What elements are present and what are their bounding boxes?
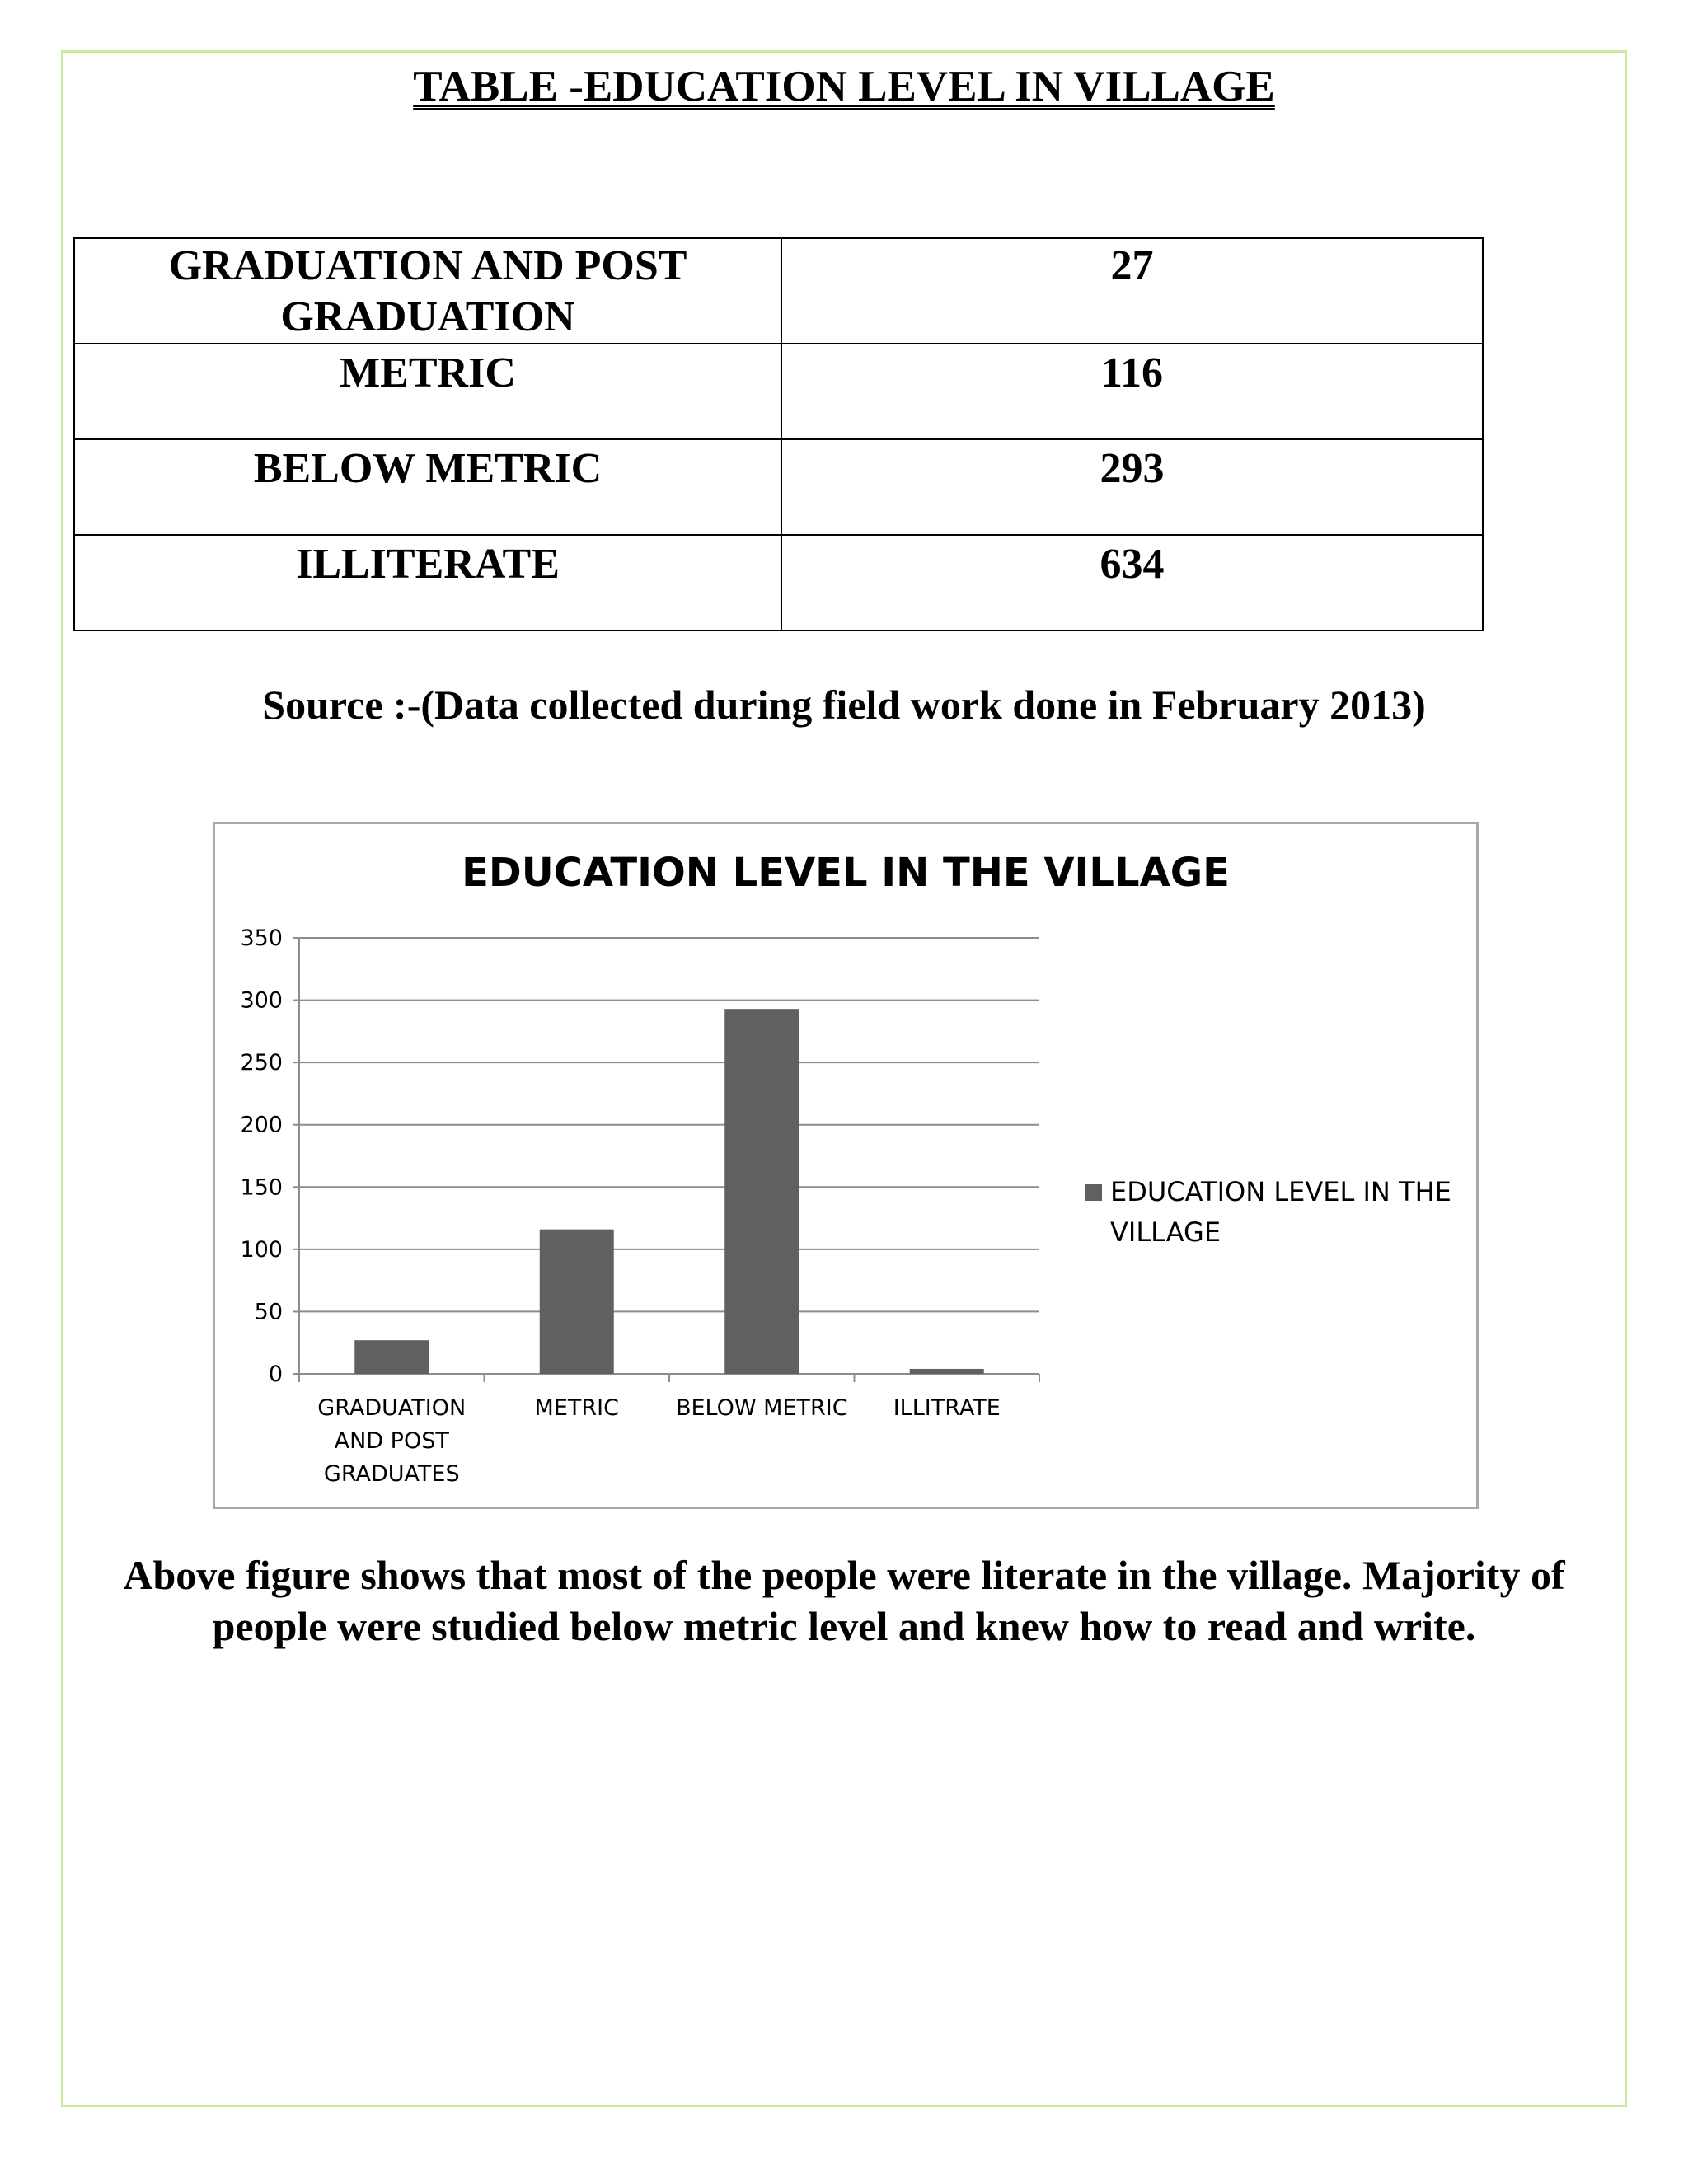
- table-label-line: GRADUATION AND POST: [168, 242, 687, 289]
- table-row: [74, 344, 1483, 439]
- table-cell-value: 293: [781, 439, 1483, 535]
- legend-label: EDUCATION LEVEL IN THE: [1110, 1176, 1451, 1207]
- table-row: [74, 535, 1483, 630]
- y-tick-label: 100: [240, 1236, 283, 1263]
- document-title: [0, 59, 1688, 114]
- source-note: Source :-(Data collected during field work done in February 2013): [262, 682, 1426, 728]
- bar: [540, 1230, 614, 1374]
- education-table: [73, 237, 1484, 631]
- y-tick-label: 250: [240, 1050, 283, 1076]
- table-cell-label: METRIC: [74, 344, 781, 439]
- table-cell-value: 116: [781, 344, 1483, 439]
- x-tick-label: BELOW METRIC: [675, 1395, 848, 1421]
- x-tick-label: METRIC: [534, 1395, 619, 1421]
- bar: [910, 1369, 984, 1374]
- y-tick-label: 350: [240, 926, 283, 951]
- x-tick-label: AND POST: [334, 1428, 449, 1454]
- table-cell-value: 634: [781, 535, 1483, 630]
- bar-chart: [213, 822, 1479, 1509]
- chart-title: EDUCATION LEVEL IN THE VILLAGE: [462, 850, 1230, 896]
- legend-label: VILLAGE: [1110, 1216, 1221, 1248]
- table-label-line: GRADUATION: [280, 293, 575, 340]
- table-cell-value: 27: [781, 238, 1483, 344]
- document-title-text: TABLE -EDUCATION LEVEL IN VILLAGE: [413, 63, 1275, 110]
- bar: [354, 1340, 429, 1374]
- table-cell-label: [74, 238, 781, 344]
- x-tick-label: ILLITRATE: [893, 1395, 1001, 1421]
- y-tick-label: 150: [240, 1174, 283, 1201]
- bar-chart-svg: [215, 824, 1476, 1507]
- x-tick-label: GRADUATES: [323, 1461, 460, 1487]
- table-row: [74, 238, 1483, 344]
- legend-swatch: [1085, 1184, 1102, 1201]
- y-tick-label: 0: [268, 1361, 283, 1387]
- conclusion-paragraph: Above figure shows that most of the people were literate in the village. Majority of people were studied below metric level and knew how to read and write.: [123, 1552, 1565, 1649]
- table-cell-label: BELOW METRIC: [74, 439, 781, 535]
- bar: [724, 1009, 799, 1374]
- table-row: [74, 439, 1483, 535]
- table-cell-label: ILLITERATE: [74, 535, 781, 630]
- x-tick-label: GRADUATION: [317, 1395, 467, 1421]
- y-tick-label: 50: [254, 1299, 283, 1325]
- y-tick-label: 300: [240, 987, 283, 1014]
- y-tick-label: 200: [240, 1112, 283, 1138]
